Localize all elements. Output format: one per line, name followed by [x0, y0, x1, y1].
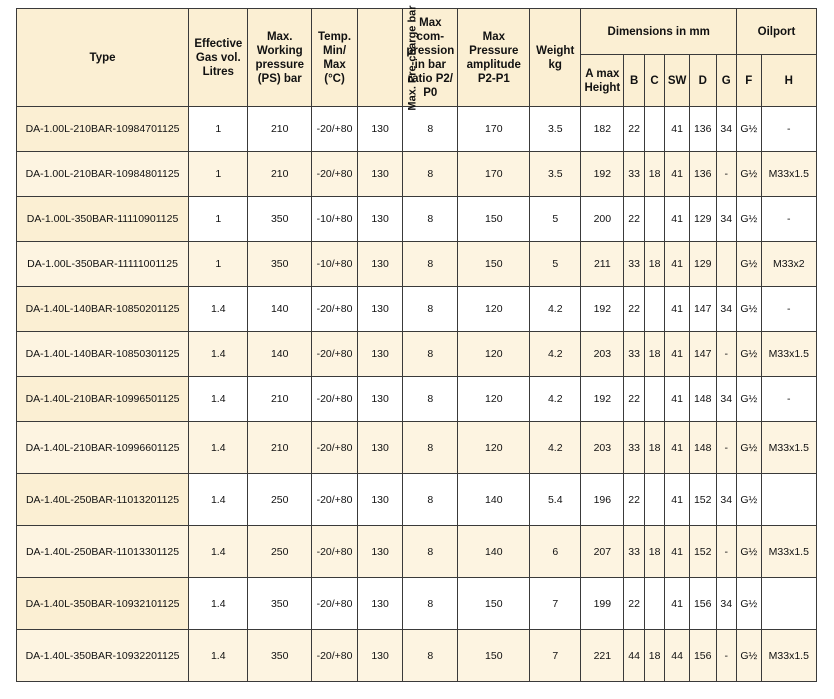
cell-ratio: 8: [403, 474, 458, 526]
cell-c: 18: [644, 422, 664, 474]
cell-g: -: [716, 526, 736, 578]
cell-g: 34: [716, 377, 736, 422]
cell-sw: 41: [665, 197, 690, 242]
cell-ps: 210: [248, 377, 312, 422]
cell-ps: 350: [248, 242, 312, 287]
cell-vol: 1.4: [189, 332, 248, 377]
cell-g: -: [716, 422, 736, 474]
cell-sw: 41: [665, 287, 690, 332]
cell-ratio: 8: [403, 578, 458, 630]
cell-a: 207: [581, 526, 624, 578]
cell-ratio: 8: [403, 152, 458, 197]
header-precharge-label: Max. Pre-charge bar: [406, 4, 419, 111]
table-row: [17, 242, 817, 287]
cell-c: 18: [644, 242, 664, 287]
header-a-height: A max Height: [581, 55, 624, 107]
cell-temp: -20/+80: [311, 422, 357, 474]
cell-b: 33: [624, 422, 644, 474]
header-f: F: [737, 55, 762, 107]
cell-b: 22: [624, 197, 644, 242]
cell-amp: 170: [458, 107, 530, 152]
header-type: Type: [17, 9, 189, 107]
table-row: [17, 107, 817, 152]
header-oilport: Oilport: [737, 9, 817, 55]
cell-kg: 4.2: [530, 377, 581, 422]
header-d: D: [689, 55, 716, 107]
cell-c: [644, 474, 664, 526]
cell-c: [644, 287, 664, 332]
cell-pre: 130: [358, 578, 403, 630]
cell-c: [644, 377, 664, 422]
cell-type: DA-1.40L-140BAR-10850201125: [17, 287, 189, 332]
cell-type: DA-1.00L-350BAR-11110901125: [17, 197, 189, 242]
cell-vol: 1: [189, 107, 248, 152]
cell-vol: 1: [189, 197, 248, 242]
cell-temp: -20/+80: [311, 377, 357, 422]
cell-kg: 5: [530, 242, 581, 287]
cell-sw: 44: [665, 630, 690, 682]
cell-pre: 130: [358, 630, 403, 682]
cell-sw: 41: [665, 107, 690, 152]
cell-vol: 1.4: [189, 526, 248, 578]
cell-h: M33x1.5: [761, 152, 816, 197]
cell-g: 34: [716, 197, 736, 242]
cell-f: G½: [737, 242, 762, 287]
cell-f: G½: [737, 152, 762, 197]
cell-amp: 140: [458, 526, 530, 578]
cell-ps: 140: [248, 287, 312, 332]
cell-f: G½: [737, 377, 762, 422]
cell-amp: 150: [458, 578, 530, 630]
cell-c: 18: [644, 526, 664, 578]
cell-vol: 1: [189, 152, 248, 197]
cell-g: 34: [716, 474, 736, 526]
cell-pre: 130: [358, 526, 403, 578]
table-row: [17, 332, 817, 377]
cell-d: 147: [689, 287, 716, 332]
cell-type: DA-1.40L-350BAR-10932101125: [17, 578, 189, 630]
cell-h: -: [761, 197, 816, 242]
cell-type: DA-1.40L-350BAR-10932201125: [17, 630, 189, 682]
cell-f: G½: [737, 422, 762, 474]
cell-temp: -20/+80: [311, 107, 357, 152]
cell-temp: -10/+80: [311, 242, 357, 287]
header-g: G: [716, 55, 736, 107]
cell-g: -: [716, 630, 736, 682]
cell-ratio: 8: [403, 107, 458, 152]
cell-temp: -20/+80: [311, 630, 357, 682]
cell-b: 22: [624, 474, 644, 526]
cell-g: 34: [716, 287, 736, 332]
cell-c: 18: [644, 152, 664, 197]
cell-pre: 130: [358, 242, 403, 287]
cell-h: M33x1.5: [761, 422, 816, 474]
cell-ratio: 8: [403, 422, 458, 474]
cell-ratio: 8: [403, 197, 458, 242]
cell-vol: 1.4: [189, 630, 248, 682]
header-weight: Weight kg: [530, 9, 581, 107]
cell-pre: 130: [358, 332, 403, 377]
cell-sw: 41: [665, 377, 690, 422]
cell-type: DA-1.00L-350BAR-11111001125: [17, 242, 189, 287]
table-body: [17, 107, 817, 682]
cell-type: DA-1.40L-140BAR-10850301125: [17, 332, 189, 377]
cell-g: 34: [716, 578, 736, 630]
cell-a: 203: [581, 332, 624, 377]
cell-sw: 41: [665, 474, 690, 526]
cell-vol: 1.4: [189, 377, 248, 422]
cell-kg: 7: [530, 630, 581, 682]
cell-a: 199: [581, 578, 624, 630]
cell-kg: 5: [530, 197, 581, 242]
cell-b: 33: [624, 152, 644, 197]
cell-f: G½: [737, 474, 762, 526]
cell-a: 200: [581, 197, 624, 242]
cell-b: 33: [624, 242, 644, 287]
cell-a: 211: [581, 242, 624, 287]
cell-b: 22: [624, 287, 644, 332]
cell-a: 192: [581, 152, 624, 197]
cell-b: 33: [624, 332, 644, 377]
cell-kg: 4.2: [530, 287, 581, 332]
cell-pre: 130: [358, 197, 403, 242]
cell-d: 148: [689, 422, 716, 474]
header-c: C: [644, 55, 664, 107]
cell-sw: 41: [665, 152, 690, 197]
cell-temp: -20/+80: [311, 526, 357, 578]
cell-kg: 4.2: [530, 422, 581, 474]
cell-g: -: [716, 332, 736, 377]
cell-type: DA-1.40L-250BAR-11013301125: [17, 526, 189, 578]
cell-kg: 3.5: [530, 107, 581, 152]
cell-h: M33x1.5: [761, 630, 816, 682]
cell-ps: 210: [248, 152, 312, 197]
cell-ratio: 8: [403, 630, 458, 682]
table-row: [17, 630, 817, 682]
cell-h: M33x2: [761, 242, 816, 287]
header-sw: SW: [665, 55, 690, 107]
cell-ratio: 8: [403, 526, 458, 578]
cell-vol: 1: [189, 242, 248, 287]
cell-amp: 120: [458, 332, 530, 377]
cell-d: 129: [689, 197, 716, 242]
cell-vol: 1.4: [189, 474, 248, 526]
cell-type: DA-1.00L-210BAR-10984801125: [17, 152, 189, 197]
table-row: [17, 422, 817, 474]
table-row: [17, 377, 817, 422]
cell-temp: -10/+80: [311, 197, 357, 242]
cell-sw: 41: [665, 242, 690, 287]
cell-a: 192: [581, 287, 624, 332]
cell-h: M33x1.5: [761, 526, 816, 578]
cell-ps: 140: [248, 332, 312, 377]
cell-ratio: 8: [403, 287, 458, 332]
cell-pre: 130: [358, 422, 403, 474]
cell-kg: 3.5: [530, 152, 581, 197]
cell-g: [716, 242, 736, 287]
cell-amp: 120: [458, 422, 530, 474]
cell-amp: 170: [458, 152, 530, 197]
cell-ps: 350: [248, 197, 312, 242]
cell-d: 148: [689, 377, 716, 422]
cell-ratio: 8: [403, 242, 458, 287]
header-compression-ratio: Max com- pression in bar ratio P2/ P0: [403, 9, 458, 107]
cell-b: 22: [624, 578, 644, 630]
table-row: [17, 152, 817, 197]
cell-d: 136: [689, 107, 716, 152]
cell-kg: 7: [530, 578, 581, 630]
cell-f: G½: [737, 526, 762, 578]
table-row: [17, 526, 817, 578]
cell-a: 182: [581, 107, 624, 152]
cell-c: [644, 107, 664, 152]
cell-sw: 41: [665, 422, 690, 474]
cell-d: 152: [689, 474, 716, 526]
cell-temp: -20/+80: [311, 152, 357, 197]
cell-type: DA-1.40L-210BAR-10996601125: [17, 422, 189, 474]
cell-c: 18: [644, 332, 664, 377]
cell-amp: 150: [458, 630, 530, 682]
header-b: B: [624, 55, 644, 107]
cell-f: G½: [737, 630, 762, 682]
table-row: [17, 578, 817, 630]
cell-pre: 130: [358, 287, 403, 332]
cell-amp: 150: [458, 197, 530, 242]
cell-ratio: 8: [403, 332, 458, 377]
cell-b: 33: [624, 526, 644, 578]
cell-pre: 130: [358, 474, 403, 526]
cell-pre: 130: [358, 152, 403, 197]
cell-type: DA-1.40L-250BAR-11013201125: [17, 474, 189, 526]
cell-kg: 5.4: [530, 474, 581, 526]
cell-ps: 350: [248, 578, 312, 630]
cell-b: 22: [624, 377, 644, 422]
header-dimensions: Dimensions in mm: [581, 9, 737, 55]
cell-h: M33x1.5: [761, 332, 816, 377]
cell-kg: 4.2: [530, 332, 581, 377]
cell-pre: 130: [358, 107, 403, 152]
cell-type: DA-1.40L-210BAR-10996501125: [17, 377, 189, 422]
cell-d: 147: [689, 332, 716, 377]
cell-vol: 1.4: [189, 287, 248, 332]
cell-h: -: [761, 287, 816, 332]
cell-sw: 41: [665, 526, 690, 578]
cell-ps: 250: [248, 474, 312, 526]
cell-temp: -20/+80: [311, 578, 357, 630]
cell-sw: 41: [665, 578, 690, 630]
cell-c: [644, 578, 664, 630]
cell-d: 136: [689, 152, 716, 197]
cell-temp: -20/+80: [311, 287, 357, 332]
cell-ps: 350: [248, 630, 312, 682]
cell-pre: 130: [358, 377, 403, 422]
cell-a: 221: [581, 630, 624, 682]
table-row: [17, 287, 817, 332]
table-row: [17, 474, 817, 526]
cell-c: 18: [644, 630, 664, 682]
accumulator-spec-table: [16, 4, 817, 682]
cell-g: -: [716, 152, 736, 197]
header-temperature: Temp. Min/ Max (°C): [311, 9, 357, 107]
header-gas-volume: Effective Gas vol. Litres: [189, 9, 248, 107]
cell-f: G½: [737, 197, 762, 242]
cell-h: [761, 578, 816, 630]
cell-g: 34: [716, 107, 736, 152]
cell-d: 129: [689, 242, 716, 287]
cell-temp: -20/+80: [311, 474, 357, 526]
cell-ratio: 8: [403, 377, 458, 422]
cell-h: -: [761, 107, 816, 152]
cell-vol: 1.4: [189, 578, 248, 630]
cell-a: 203: [581, 422, 624, 474]
header-pressure-amplitude: Max Pressure amplitude P2-P1: [458, 9, 530, 107]
table-row: [17, 197, 817, 242]
cell-temp: -20/+80: [311, 332, 357, 377]
cell-kg: 6: [530, 526, 581, 578]
cell-a: 196: [581, 474, 624, 526]
cell-a: 192: [581, 377, 624, 422]
cell-ps: 250: [248, 526, 312, 578]
cell-amp: 150: [458, 242, 530, 287]
header-h: H: [761, 55, 816, 107]
cell-f: G½: [737, 107, 762, 152]
cell-amp: 120: [458, 377, 530, 422]
cell-f: G½: [737, 578, 762, 630]
cell-amp: 140: [458, 474, 530, 526]
header-working-pressure: Max. Working pressure (PS) bar: [248, 9, 312, 107]
cell-f: G½: [737, 332, 762, 377]
cell-d: 156: [689, 630, 716, 682]
cell-sw: 41: [665, 332, 690, 377]
cell-b: 44: [624, 630, 644, 682]
cell-b: 22: [624, 107, 644, 152]
cell-d: 152: [689, 526, 716, 578]
cell-type: DA-1.00L-210BAR-10984701125: [17, 107, 189, 152]
cell-f: G½: [737, 287, 762, 332]
cell-ps: 210: [248, 422, 312, 474]
cell-h: -: [761, 377, 816, 422]
cell-h: [761, 474, 816, 526]
header-precharge: [358, 4, 419, 111]
cell-amp: 120: [458, 287, 530, 332]
cell-c: [644, 197, 664, 242]
cell-d: 156: [689, 578, 716, 630]
cell-vol: 1.4: [189, 422, 248, 474]
cell-ps: 210: [248, 107, 312, 152]
